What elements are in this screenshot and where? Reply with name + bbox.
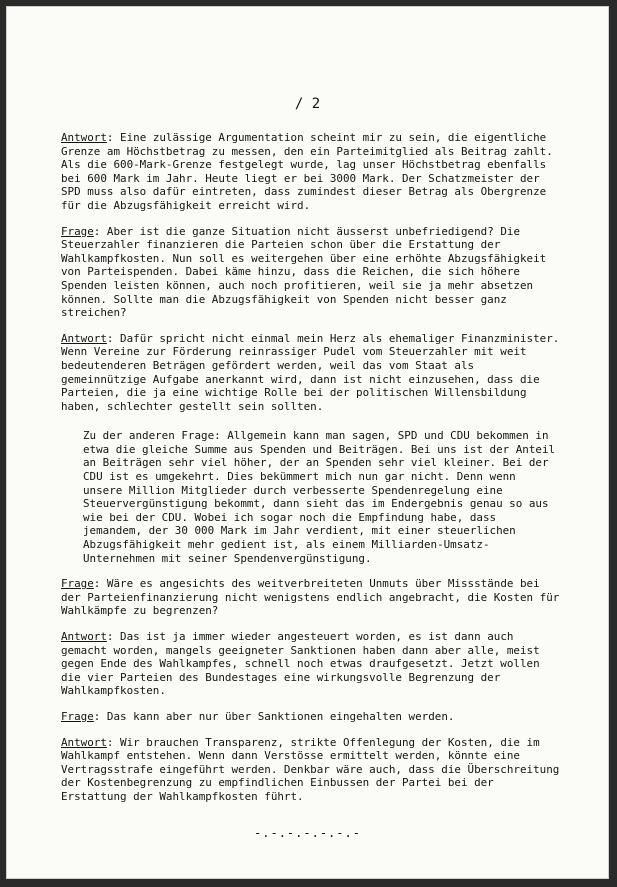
block-text: Eine zulässige Argumentation scheint mir zu sein, die eigentliche Grenze am Höchstbetrag zu messen, den ein Parteimitglied als Beitrag zahlt. Als die 600-Mark-Grenze festgelegt wurde, lag unser Höchstbetrag ebenfalls bei 600 Mark im Jahr. Heute liegt er bei 3000 Mark. Der Schatzmeister der SPD muss also dafür eintreten, dass zumindest dieser Betrag als Obergrenze für die Abzugsfähigkeit erreicht wird. — [61, 131, 553, 212]
block-text: Wir brauchen Transparenz, strikte Offenlegung der Kosten, die im Wahlkampf entstehen. Wenn dann Verstösse ermittelt werden, könnte eine Vertragsstrafe eingeführt werden. Denkbar wäre auch, dass die Überschreitung der Kostenbegrenzung zu empfindlichen Einbussen der Partei bei der Erstattung der Wahlkampfkosten führt. — [61, 735, 560, 803]
interview-block-5: Antwort: Das ist ja immer wieder angesteuert worden, es ist dann auch gemacht worden, mangels geeigneter Sanktionen haben dann aber alle, meist gegen Ende des Wahlkampfes, schnell noch etwas draufgesetzt. Jetzt wollen die vier Parteien des Bundestages eine wirkungsvolle Begrenzung der Wahlkampfkosten. — [61, 630, 540, 698]
interview-block-6: Frage: Das kann aber nur über Sanktionen eingehalten werden. — [61, 709, 455, 723]
block-continuation: Zu der anderen Frage: Allgemein kann man sagen, SPD und CDU bekommen in etwa die gleiche Summe aus Spenden und Beiträgen. Bei uns ist der Anteil an Beiträgen sehr viel höher, der an Spenden sehr viel kleiner. Bei der CDU ist es umgekehrt. Dies bekümmert mich nun gar nicht. Denn wenn unsere Million Mitglieder durch verbesserte Spendenregelung eine Steuervergünstigung bekommt, dann sieht das im Endergebnis genau so aus wie bei der CDU. Wobei ich sogar noch die Empfindung habe, dass jemandem, der 30 000 Mark im Jahr verdient, mit einer steuerlichen Abzugsfähigkeit mehr gedient ist, als einem Milliarden-Umsatz-Unternehmen mit seiner Spendenvergünstigung. — [83, 429, 556, 565]
speaker-label: Antwort — [61, 331, 107, 345]
interview-block-4: Frage: Wäre es angesichts des weitverbreiteten Unmuts über Missstände bei der Parteienfinanzierung nicht wenigstens endlich angebracht, die Kosten für Wahlkämpfe zu begrenzen? — [61, 577, 560, 618]
speaker-label: Antwort — [61, 131, 107, 144]
interview-block-3: Antwort: Dafür spricht nicht einmal mein Herz als ehemaliger Finanzminister. Wenn Vereine zur Förderung reinrassiger Pudel vom Steuerzahler mit weit bedeutenderen Beträgen gefördert werden, weil das vom Staat als gemeinnützige Aufgabe anerkannt wird, dann ist nicht einzusehen, dass die Parteien, die ja eine wichtige Rolle bei der politischen Willensbildung haben, schlechter gestellt sein sollten. Zu der anderen Frage: Allgemein kann man sagen, SPD und CDU bekommen in etwa die gleiche Summe aus Spenden und Beiträgen. Bei uns ist der Anteil an Beiträgen sehr viel höher, der an Spenden sehr viel kleiner. Bei der CDU ist es umgekehrt. Dies bekümmert mich nun gar nicht. Denn wenn unsere Million Mitglieder durch verbesserte Spendenregelung eine Steuervergünstigung bekommt, dann sieht das im Endergebnis genau so aus wie bei der CDU. Wobei ich sogar noch die Empfindung habe, dass jemandem, der 30 000 Mark im Jahr verdient, mit einer steuerlichen Abzugsfähigkeit mehr gedient ist, als einem Milliarden-Umsatz-Unternehmen mit seiner Spendenvergünstigung. — [61, 331, 560, 565]
speaker-label: Frage — [61, 709, 94, 723]
block-text: Aber ist die ganze Situation nicht äusserst unbefriedigend? Die Steuerzahler finanzieren die Parteien schon über die Erstattung der Wahlkampfkosten. Nun soll es weitergehen über eine erhöhte Abzugsfähigkeit von Parteispenden. Dabei käme hinzu, dass die Reichen, die sich höhere Spenden leisten können, auch noch profitieren, weil sie ja mehr absetzen können. Sollte man die Abzugsfähigkeit von Spenden nicht besser ganz streichen? — [61, 224, 547, 320]
block-text: Dafür spricht nicht einmal mein Herz als ehemaliger Finanzminister. Wenn Vereine zur Förderung reinrassiger Pudel vom Steuerzahler mit weit bedeutenderen Beträgen gefördert werden, weil das vom Staat als gemeinnützige Aufgabe anerkannt wird, dann ist nicht einzusehen, dass die Parteien, die ja eine wichtige Rolle bei der politischen Willensbildung haben, schlechter gestellt sein sollten. — [61, 331, 560, 413]
document-page — [6, 6, 609, 879]
interview-text — [61, 131, 561, 816]
speaker-label: Antwort — [61, 630, 107, 643]
speaker-label: Frage — [61, 224, 94, 238]
interview-block-1: Antwort: Eine zulässige Argumentation scheint mir zu sein, die eigentliche Grenze am Höchstbetrag zu messen, den ein Parteimitglied als Beitrag zahlt. Als die 600-Mark-Grenze festgelegt wurde, lag unser Höchstbetrag ebenfalls bei 600 Mark im Jahr. Heute liegt er bei 3000 Mark. Der Schatzmeister der SPD muss also dafür eintreten, dass zumindest dieser Betrag als Obergrenze für die Abzugsfähigkeit erreicht wird. — [61, 131, 553, 212]
page-number: / 2 — [294, 96, 321, 112]
interview-block-2: Frage: Aber ist die ganze Situation nicht äusserst unbefriedigend? Die Steuerzahler finanzieren die Parteien schon über die Erstattung der Wahlkampfkosten. Nun soll es weitergehen über eine erhöhte Abzugsfähigkeit von Parteispenden. Dabei käme hinzu, dass die Reichen, die sich höhere Spenden leisten können, auch noch profitieren, weil sie ja mehr absetzen können. Sollte man die Abzugsfähigkeit von Spenden nicht besser ganz streichen? — [61, 224, 547, 320]
interview-block-7: Antwort: Wir brauchen Transparenz, strikte Offenlegung der Kosten, die im Wahlkampf entstehen. Wenn dann Verstösse ermittelt werden, könnte eine Vertragsstrafe eingeführt werden. Denkbar wäre auch, dass die Überschreitung der Kostenbegrenzung zu empfindlichen Einbussen der Partei bei der Erstattung der Wahlkampfkosten führt. — [61, 735, 560, 803]
speaker-label: Frage — [61, 577, 94, 591]
block-text: Das ist ja immer wieder angesteuert worden, es ist dann auch gemacht worden, mangels geeigneter Sanktionen haben dann aber alle, meist gegen Ende des Wahlkampfes, schnell noch etwas draufgesetzt. Jetzt wollen die vier Parteien des Bundestages eine wirkungsvolle Begrenzung der Wahlkampfkosten. — [61, 630, 540, 698]
speaker-label: Antwort — [61, 735, 107, 749]
block-text: Wäre es angesichts des weitverbreiteten Unmuts über Missstände bei der Parteienfinanzierung nicht wenigstens endlich angebracht, die Kosten für Wahlkämpfe zu begrenzen? — [61, 577, 560, 618]
block-text: Das kann aber nur über Sanktionen eingehalten werden. — [106, 709, 455, 723]
end-mark: -.-.-.-.-.-.- — [254, 826, 361, 840]
